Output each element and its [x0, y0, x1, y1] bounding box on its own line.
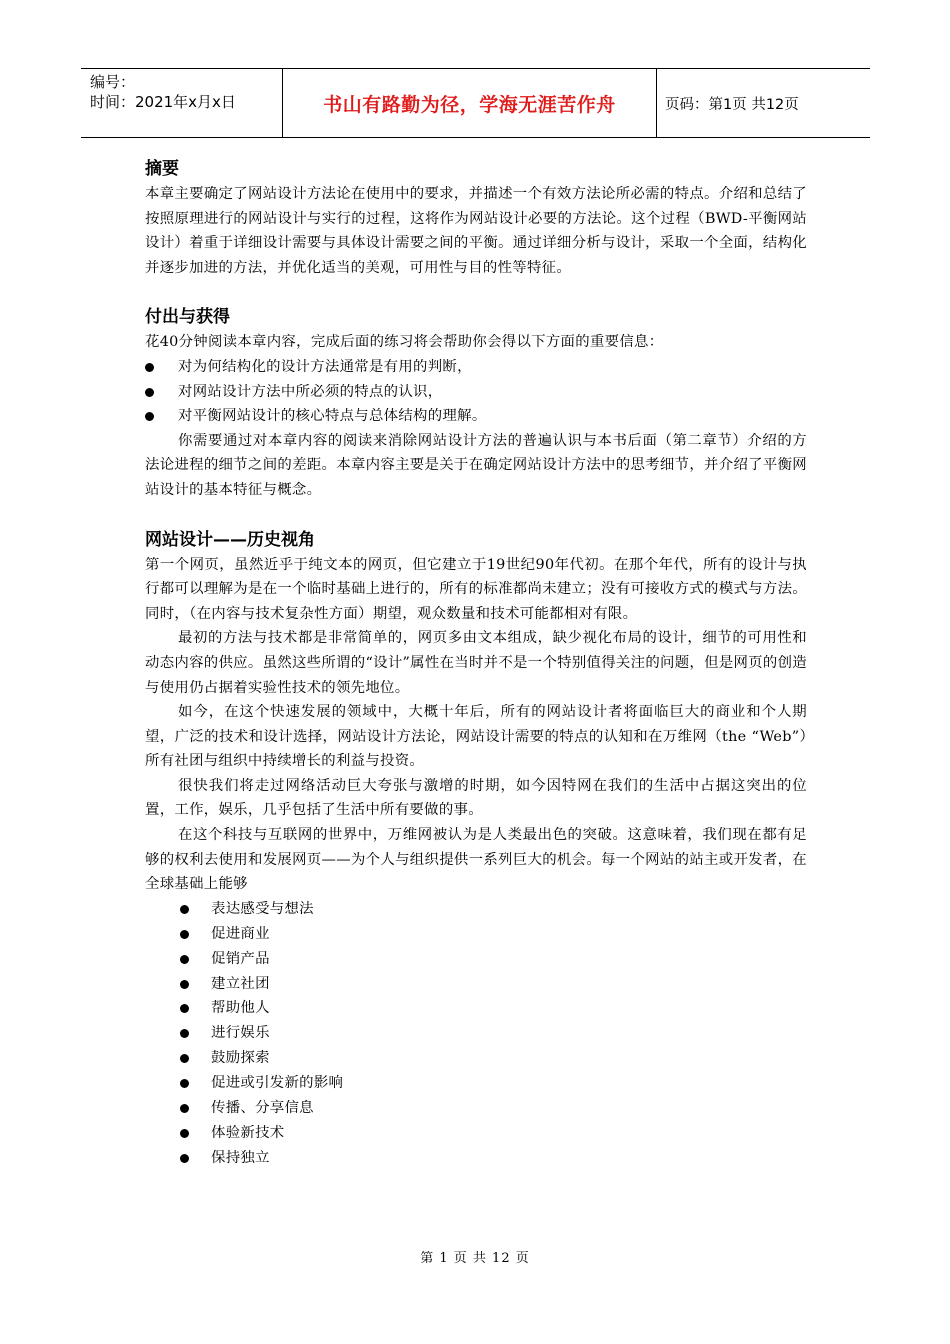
list-item: 表达感受与想法: [145, 897, 807, 922]
header-motto: 书山有路勤为径，学海无涯苦作舟: [323, 93, 616, 116]
gain-bullet-list: [145, 355, 807, 429]
section-title-abstract: 摘要: [145, 159, 179, 179]
list-item: 对网站设计方法中所必须的特点的认识，: [145, 380, 807, 405]
section-title-history: 网站设计——历史视角: [145, 529, 315, 550]
header-left-cell: [81, 69, 281, 137]
bullet-icon: [180, 1154, 189, 1163]
bullet-icon: [180, 1054, 189, 1063]
list-item: 帮助他人: [145, 996, 807, 1021]
list-item: 建立社团: [145, 972, 807, 997]
bullet-icon: [180, 1079, 189, 1088]
document-body: [145, 156, 807, 1171]
bullet-icon: [180, 1129, 189, 1138]
list-item: 促销产品: [145, 947, 807, 972]
list-item: 保持独立: [145, 1146, 807, 1171]
header-page-cell: [657, 69, 878, 137]
page-header: [81, 68, 870, 138]
bullet-icon: [145, 412, 154, 421]
bullet-icon: [180, 905, 189, 914]
list-item: 体验新技术: [145, 1121, 807, 1146]
abilities-bullet-list: [145, 897, 807, 1171]
header-motto-cell: [282, 69, 657, 137]
gain-paragraph: 你需要通过对本章内容的阅读来消除网站设计方法的普遍认识与本书后面（第二章节）介绍的方法论进程的细节之间的差距。本章内容主要是关于在确定网站设计方法中的思考细节，并介绍了平衡网站设计的基本特征与概念。: [145, 432, 807, 498]
bullet-icon: [145, 363, 154, 372]
document-number-label: 编号：: [90, 73, 136, 91]
history-paragraph-4: 很快我们将走过网络活动巨大夸张与激增的时期，如今因特网在我们的生活中占据这突出的位置，工作，娱乐，几乎包括了生活中所有要做的事。: [145, 777, 807, 819]
history-paragraph-3: 如今，在这个快速发展的领域中，大概十年后，所有的网站设计者将面临巨大的商业和个人期望，广泛的技术和设计选择，网站设计方法论，网站设计需要的特点的认知和在万维网（the “Web”）所有社团与组织中持续增长的利益与投资。: [145, 704, 807, 770]
page-footer: 第 1 页 共 12 页: [420, 1251, 530, 1266]
list-item: 鼓励探索: [145, 1046, 807, 1071]
section-title-gain: 付出与获得: [145, 307, 230, 328]
header-page-info: 页码：第1页 共12页: [665, 96, 799, 113]
list-item: 对平衡网站设计的核心特点与总体结构的理解。: [145, 404, 807, 429]
document-time-label: 时间：2021年x月x日: [90, 93, 236, 111]
bullet-icon: [180, 930, 189, 939]
list-item: 促进或引发新的影响: [145, 1071, 807, 1096]
history-paragraph-5: 在这个科技与互联网的世界中，万维网被认为是人类最出色的突破。这意味着，我们现在都有足够的权利去使用和发展网页——为个人与组织提供一系列巨大的机会。每一个网站的站主或开发者，在全球基础上能够: [145, 827, 807, 893]
list-item: 促进商业: [145, 922, 807, 947]
bullet-icon: [180, 955, 189, 964]
bullet-icon: [145, 388, 154, 397]
bullet-icon: [180, 1104, 189, 1113]
bullet-icon: [180, 1029, 189, 1038]
history-paragraph-2: 最初的方法与技术都是非常简单的，网页多由文本组成，缺少视化布局的设计，细节的可用性和动态内容的供应。虽然这些所谓的“设计”属性在当时并不是一个特别值得关注的问题，但是网页的创造与使用仍占据着实验性技术的领先地位。: [145, 630, 807, 696]
gain-intro: 花40分钟阅读本章内容，完成后面的练习将会帮助你会得以下方面的重要信息：: [145, 334, 664, 351]
bullet-icon: [180, 980, 189, 989]
list-item: 进行娱乐: [145, 1021, 807, 1046]
list-item: 传播、分享信息: [145, 1096, 807, 1121]
history-paragraph-1: 第一个网页，虽然近乎于纯文本的网页，但它建立于19世纪90年代初。在那个年代，所有的设计与执行都可以理解为是在一个临时基础上进行的，所有的标准都尚未建立；没有可接收方式的模式与方法。同时，（在内容与技术复杂性方面）期望，观众数量和技术可能都相对有限。: [145, 556, 807, 622]
bullet-icon: [180, 1004, 189, 1013]
abstract-paragraph: 本章主要确定了网站设计方法论在使用中的要求，并描述一个有效方法论所必需的特点。介绍和总结了按照原理进行的网站设计与实行的过程，这将作为网站设计必要的方法论。这个过程（BWD-平衡网站设计）着重于详细设计需要与具体设计需要之间的平衡。通过详细分析与设计，采取一个全面，结构化并逐步加进的方法，并优化适当的美观，可用性与目的性等特征。: [145, 186, 807, 276]
list-item: 对为何结构化的设计方法通常是有用的判断，: [145, 355, 807, 380]
